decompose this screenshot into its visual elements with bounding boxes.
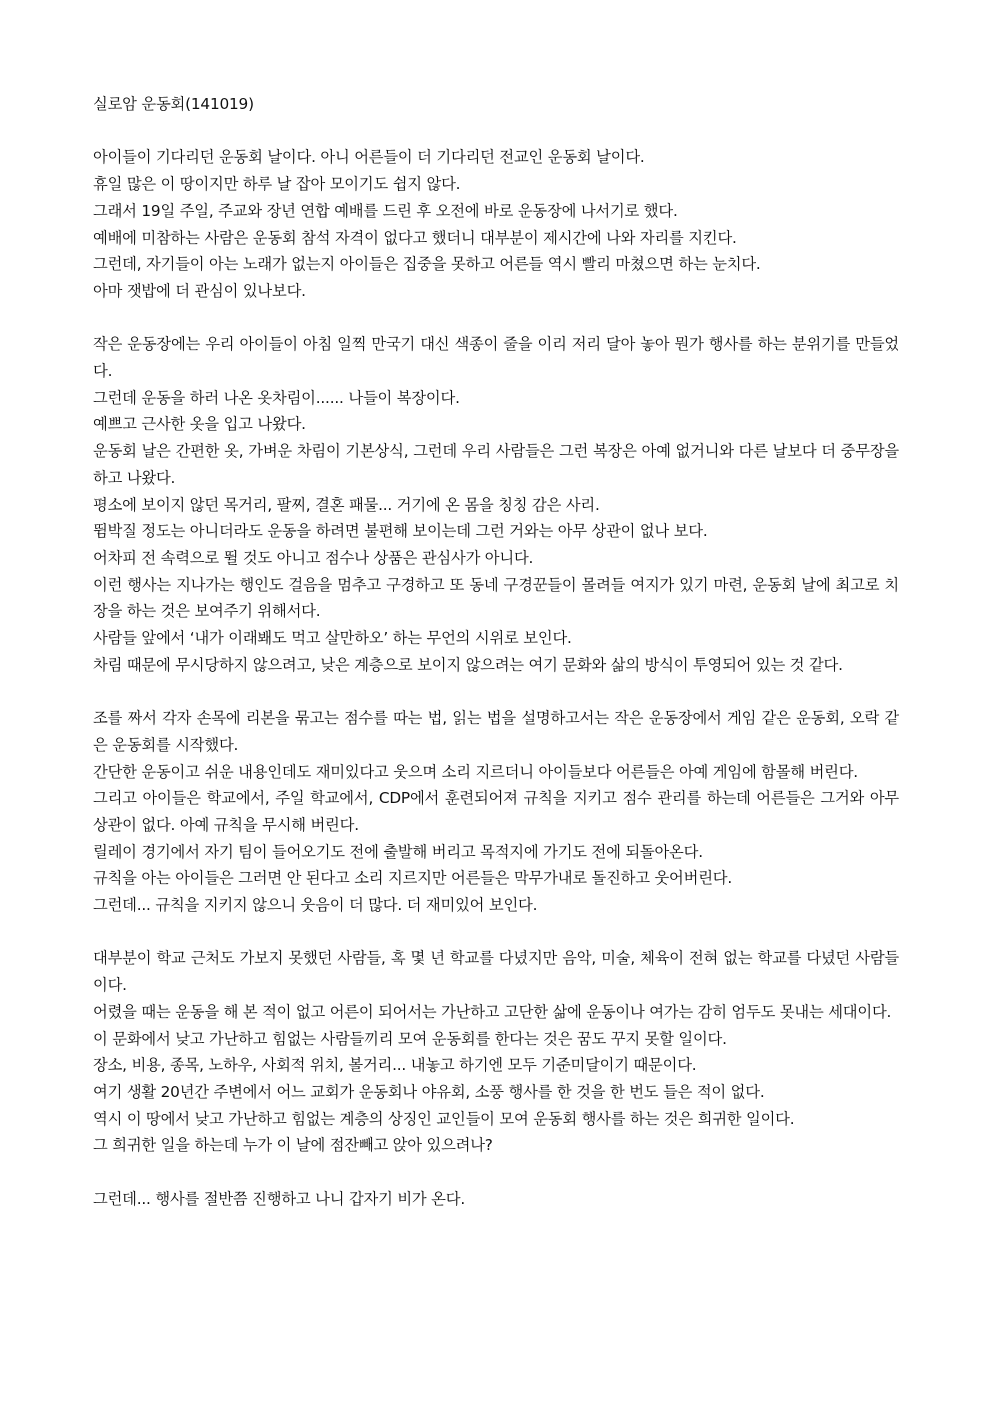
- text-line: 예배에 미참하는 사람은 운동회 참석 자격이 없다고 했더니 대부분이 제시간에 나와 자리를 지킨다.: [93, 228, 737, 247]
- text-line: 예쁘고 근사한 옷을 입고 나왔다.: [93, 415, 306, 434]
- text-line: 뜀박질 정도는 아니더라도 운동을 하려면 불편해 보이는데 그런 거와는 아무 상관이 없나 보다.: [93, 522, 708, 541]
- paragraph-5: [93, 1186, 899, 1213]
- blank-line: [93, 919, 899, 946]
- text-line: 여기 생활 20년간 주변에서 어느 교회가 운동회나 야유회, 소풍 행사를 한 것을 한 번도 들은 적이 없다.: [93, 1082, 765, 1101]
- text-line: 아마 잿밥에 더 관심이 있나보다.: [93, 281, 306, 300]
- text-line: 장소, 비용, 종목, 노하우, 사회적 위치, 볼거리... 내놓고 하기엔 모두 기준미달이기 때문이다.: [93, 1056, 697, 1075]
- text-line: 아이들이 기다리던 운동회 날이다. 아니 어른들이 더 기다리던 전교인 운동회 날이다.: [93, 148, 645, 167]
- text-line: 대부분이 학교 근처도 가보지 못했던 사람들, 혹 몇 년 학교를 다녔지만 음악, 미술, 체육이 전혀 없는 학교를 다녔던 사람들이다.: [93, 949, 899, 995]
- text-line: 규칙을 아는 아이들은 그러면 안 된다고 소리 지르지만 어른들은 막무가내로 돌진하고 웃어버린다.: [93, 869, 733, 888]
- document-title: 실로암 운동회(141019): [93, 95, 254, 113]
- blank-line: [93, 118, 899, 145]
- blank-line: [93, 305, 899, 332]
- blank-line: [93, 1159, 899, 1186]
- paragraph-3: [93, 705, 899, 919]
- text-line: 사람들 앞에서 ‘내가 이래봬도 먹고 살만하오’ 하는 무언의 시위로 보인다.: [93, 629, 572, 648]
- text-line: 운동회 날은 간편한 옷, 가벼운 차림이 기본상식, 그런데 우리 사람들은 그런 복장은 아예 없거니와 다른 날보다 더 중무장을 하고 나왔다.: [93, 442, 899, 487]
- text-line: 이 문화에서 낮고 가난하고 힘없는 사람들끼리 모여 운동회를 한다는 것은 꿈도 꾸지 못할 일이다.: [93, 1029, 727, 1048]
- paragraph-2: [93, 331, 899, 678]
- text-line: 그리고 아이들은 학교에서, 주일 학교에서, CDP에서 훈련되어져 규칙을 지키고 점수 관리를 하는데 어른들은 그거와 아무 상관이 없다. 아예 규칙을 무시해 버린다.: [93, 789, 899, 834]
- text-line: 평소에 보이지 않던 목거리, 팔찌, 결혼 패물... 거기에 온 몸을 칭칭 감은 사리.: [93, 495, 600, 514]
- text-line: 그런데 운동을 하러 나온 옷차림이...... 나들이 복장이다.: [93, 388, 460, 407]
- text-line: 역시 이 땅에서 낮고 가난하고 힘없는 계층의 상징인 교인들이 모여 운동회 행사를 하는 것은 희귀한 일이다.: [93, 1109, 795, 1128]
- text-line: 그런데, 자기들이 아는 노래가 없는지 아이들은 집중을 못하고 어른들 역시 빨리 마쳤으면 하는 눈치다.: [93, 255, 761, 274]
- text-line: 그 희귀한 일을 하는데 누가 이 날에 점잔빼고 앉아 있으려나?: [93, 1136, 493, 1155]
- text-line: 간단한 운동이고 쉬운 내용인데도 재미있다고 웃으며 소리 지르더니 아이들보다 어른들은 아예 게임에 함몰해 버린다.: [93, 762, 858, 781]
- text-line: 릴레이 경기에서 자기 팀이 들어오기도 전에 출발해 버리고 목적지에 가기도 전에 되돌아온다.: [93, 842, 703, 861]
- text-line: 차림 때문에 무시당하지 않으려고, 낮은 계층으로 보이지 않으려는 여기 문화와 삶의 방식이 투영되어 있는 것 같다.: [93, 655, 843, 674]
- text-line: 조를 짜서 각자 손목에 리본을 묶고는 점수를 따는 법, 읽는 법을 설명하고서는 작은 운동장에서 게임 같은 운동회, 오락 같은 운동회를 시작했다.: [93, 709, 899, 754]
- text-line: 그런데... 규칙을 지키지 않으니 웃음이 더 많다. 더 재미있어 보인다.: [93, 896, 538, 915]
- text-line: 어렸을 때는 운동을 해 본 적이 없고 어른이 되어서는 가난하고 고단한 삶에 운동이나 여가는 감히 엄두도 못내는 세대이다.: [93, 1002, 892, 1021]
- text-line: 그래서 19일 주일, 주교와 장년 연합 예배를 드린 후 오전에 바로 운동장에 나서기로 했다.: [93, 201, 678, 220]
- paragraph-4: [93, 945, 899, 1159]
- text-line: 휴일 많은 이 땅이지만 하루 날 잡아 모이기도 쉽지 않다.: [93, 175, 461, 194]
- blank-line: [93, 678, 899, 705]
- text-line: 어차피 전 속력으로 뛸 것도 아니고 점수나 상품은 관심사가 아니다.: [93, 548, 534, 567]
- paragraph-1: [93, 144, 899, 304]
- document-page: [93, 91, 899, 1212]
- text-line: 작은 운동장에는 우리 아이들이 아침 일찍 만국기 대신 색종이 줄을 이리 저리 달아 놓아 뭔가 행사를 하는 분위기를 만들었다.: [93, 335, 899, 380]
- text-line: 그런데... 행사를 절반쯤 진행하고 나니 갑자기 비가 온다.: [93, 1189, 465, 1208]
- text-line: 이런 행사는 지나가는 행인도 걸음을 멈추고 구경하고 또 동네 구경꾼들이 몰려들 여지가 있기 마련, 운동회 날에 최고로 치장을 하는 것은 보여주기 위해서다.: [93, 575, 899, 621]
